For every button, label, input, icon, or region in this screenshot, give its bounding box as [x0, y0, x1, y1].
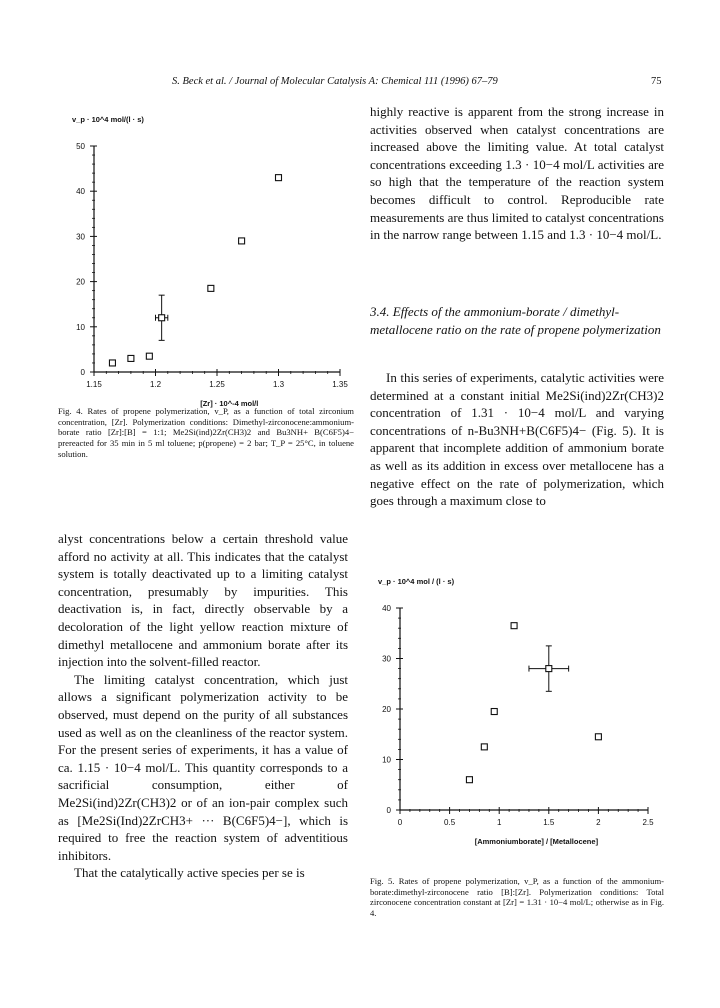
fig4-data-point — [146, 353, 152, 359]
running-head — [0, 76, 720, 90]
figure-4-chart — [50, 110, 360, 408]
fig5-x-axis-label: [Ammoniumborate] / [Metallocene] — [474, 837, 599, 846]
fig4-data-point — [128, 355, 134, 361]
fig4-data-point — [239, 238, 245, 244]
fig4-x-axis-label: [Zr] · 10^-4 mol/l — [200, 399, 259, 408]
fig5-y-tick-label: 0 — [386, 806, 391, 815]
fig5-data-point — [595, 734, 601, 740]
left-column — [58, 530, 348, 882]
page-number: 75 — [651, 76, 662, 87]
fig5-y-axis-label: v_p · 10^4 mol / (l · s) — [378, 577, 455, 586]
right-column-middle — [370, 369, 664, 510]
left-paragraph-2: The limiting catalyst concentration, which just allows a significant polymerization activity to be observed, must depend on the purity of all substances used as well as on the cleanliness of the reactor system. For the present series of experiments, it has a value of ca. 1.15 · 10−4 mol/L. This quantity corresponds to a sacrificial consumption, either of Me2Si(ind)2Zr(CH3)2 or of an ion-pair complex such as [Me2Si(Ind)2ZrCH3+ ··· B(C6F5)4−], which is required to free the reaction system of adventitious inhibitors. — [58, 671, 348, 863]
figure-4-caption — [58, 406, 354, 460]
right-paragraph-1: highly reactive is apparent from the strong increase in activities observed when catalyst concentrations are increased above the limiting value. At total catalyst concentrations exceeding 1.3 · 10−4 mol/L activities are so high that the temperature of the reaction system becomes difficult to control. Reproducible rate measurements are thus limited to catalyst concentrations in the narrow range between 1.15 and 1.3 · 10−4 mol/L. — [370, 104, 664, 243]
fig5-y-tick-label: 20 — [382, 705, 391, 714]
fig5-data-point — [511, 623, 517, 629]
fig4-x-tick-label: 1.15 — [86, 380, 102, 389]
figure-5-caption-text: Rates of propene polymerization, v_P, as a function of the ammonium-borate:dimethyl-zirconocene ratio [B]:[Zr]. Polymerization conditions: Total zirconocene concentration constant at [Zr] = 1.31 · 10−4 mol/L; otherwise as in Fig. 4. — [370, 876, 664, 919]
fig4-x-tick-label: 1.25 — [209, 380, 225, 389]
left-paragraph-3: That the catalytically active species per se is — [74, 865, 305, 881]
fig5-data-point — [491, 709, 497, 715]
fig4-x-tick-label: 1.35 — [332, 380, 348, 389]
right-column-top — [370, 103, 664, 244]
figure-5-caption — [370, 876, 664, 919]
fig4-y-tick-label: 0 — [80, 368, 85, 377]
fig4-y-axis-label: v_p · 10^4 mol/(l · s) — [72, 115, 144, 124]
figure-4-caption-lead: Fig. 4. — [58, 406, 83, 416]
left-paragraph-1: alyst concentrations below a certain threshold value afford no activity at all. This indicates that the catalyst system is totally deactivated up to a limiting catalyst concentration, presumably by impurities. This deactivation is, in fact, directly observable by a decoloration of the light yellow reaction mixture of dimethyl metallocene and ammonium borate after its injection into the solvent-filled reactor. — [58, 531, 348, 670]
right-paragraph-2: In this series of experiments, catalytic activities were determined at a constant initial Me2Si(ind)2Zr(CH3)2 concentration of 1.31 · 10−4 mol/L and varying concentrations of n-Bu3NH+B(C6F5)4− (Fig. 5). It is apparent that incomplete addition of ammonium borate as well as its addition in excess over metallocene has a negative effect on the rate of polymerization, which goes through a maximum close to — [370, 370, 664, 509]
fig4-y-tick-label: 20 — [76, 277, 85, 287]
fig4-data-point — [109, 360, 115, 366]
running-title: S. Beck et al. / Journal of Molecular Catalysis A: Chemical 111 (1996) 67–79 — [172, 76, 498, 87]
fig5-x-tick-label: 2 — [596, 818, 601, 827]
fig5-x-tick-label: 2.5 — [642, 818, 654, 827]
fig5-x-tick-label: 0 — [397, 818, 403, 827]
fig4-y-tick-label: 10 — [76, 322, 85, 332]
fig4-x-tick-label: 1.3 — [272, 380, 285, 389]
fig5-y-tick-label: 10 — [382, 755, 391, 765]
fig4-y-tick-label: 50 — [76, 142, 85, 151]
fig4-data-point — [159, 315, 165, 321]
fig5-x-tick-label: 1 — [496, 818, 502, 827]
figure-4-caption-text: Rates of propene polymerization, v_P, as a function of total zirconium concentration, [Zr]. Polymerization conditions: Dimethyl-zirconocene:ammonium-borate ratio [Zr]:[B] = 1:1; Me2Si(ind)2Zr(CH3)2 and Bu3NH+ B(C6F5)4− prereacted for 35 min in 5 ml toluene; p(propene) = 2 bar; T_P = 25°C, in toluene solution. — [58, 406, 354, 459]
fig5-data-point — [481, 744, 487, 750]
figure-4-svg — [50, 110, 360, 408]
fig4-data-point — [276, 175, 282, 181]
fig5-x-tick-label: 1.5 — [543, 818, 555, 827]
figure-5-caption-lead: Fig. 5. — [370, 876, 395, 886]
fig5-y-tick-label: 30 — [382, 654, 391, 664]
section-heading-3-4: 3.4. Effects of the ammonium-borate / dimethyl-metallocene ratio on the rate of propene polymerization — [370, 304, 661, 337]
fig4-data-point — [208, 285, 214, 291]
fig5-data-point — [466, 777, 472, 783]
fig4-y-tick-label: 30 — [76, 232, 85, 242]
fig4-x-tick-label: 1.2 — [149, 380, 162, 389]
fig5-y-tick-label: 40 — [382, 604, 391, 613]
fig4-y-tick-label: 40 — [76, 187, 85, 197]
fig5-x-tick-label: 0.5 — [444, 818, 456, 827]
figure-5-svg — [362, 560, 672, 850]
figure-5-chart — [362, 560, 672, 850]
fig5-data-point — [546, 666, 552, 672]
